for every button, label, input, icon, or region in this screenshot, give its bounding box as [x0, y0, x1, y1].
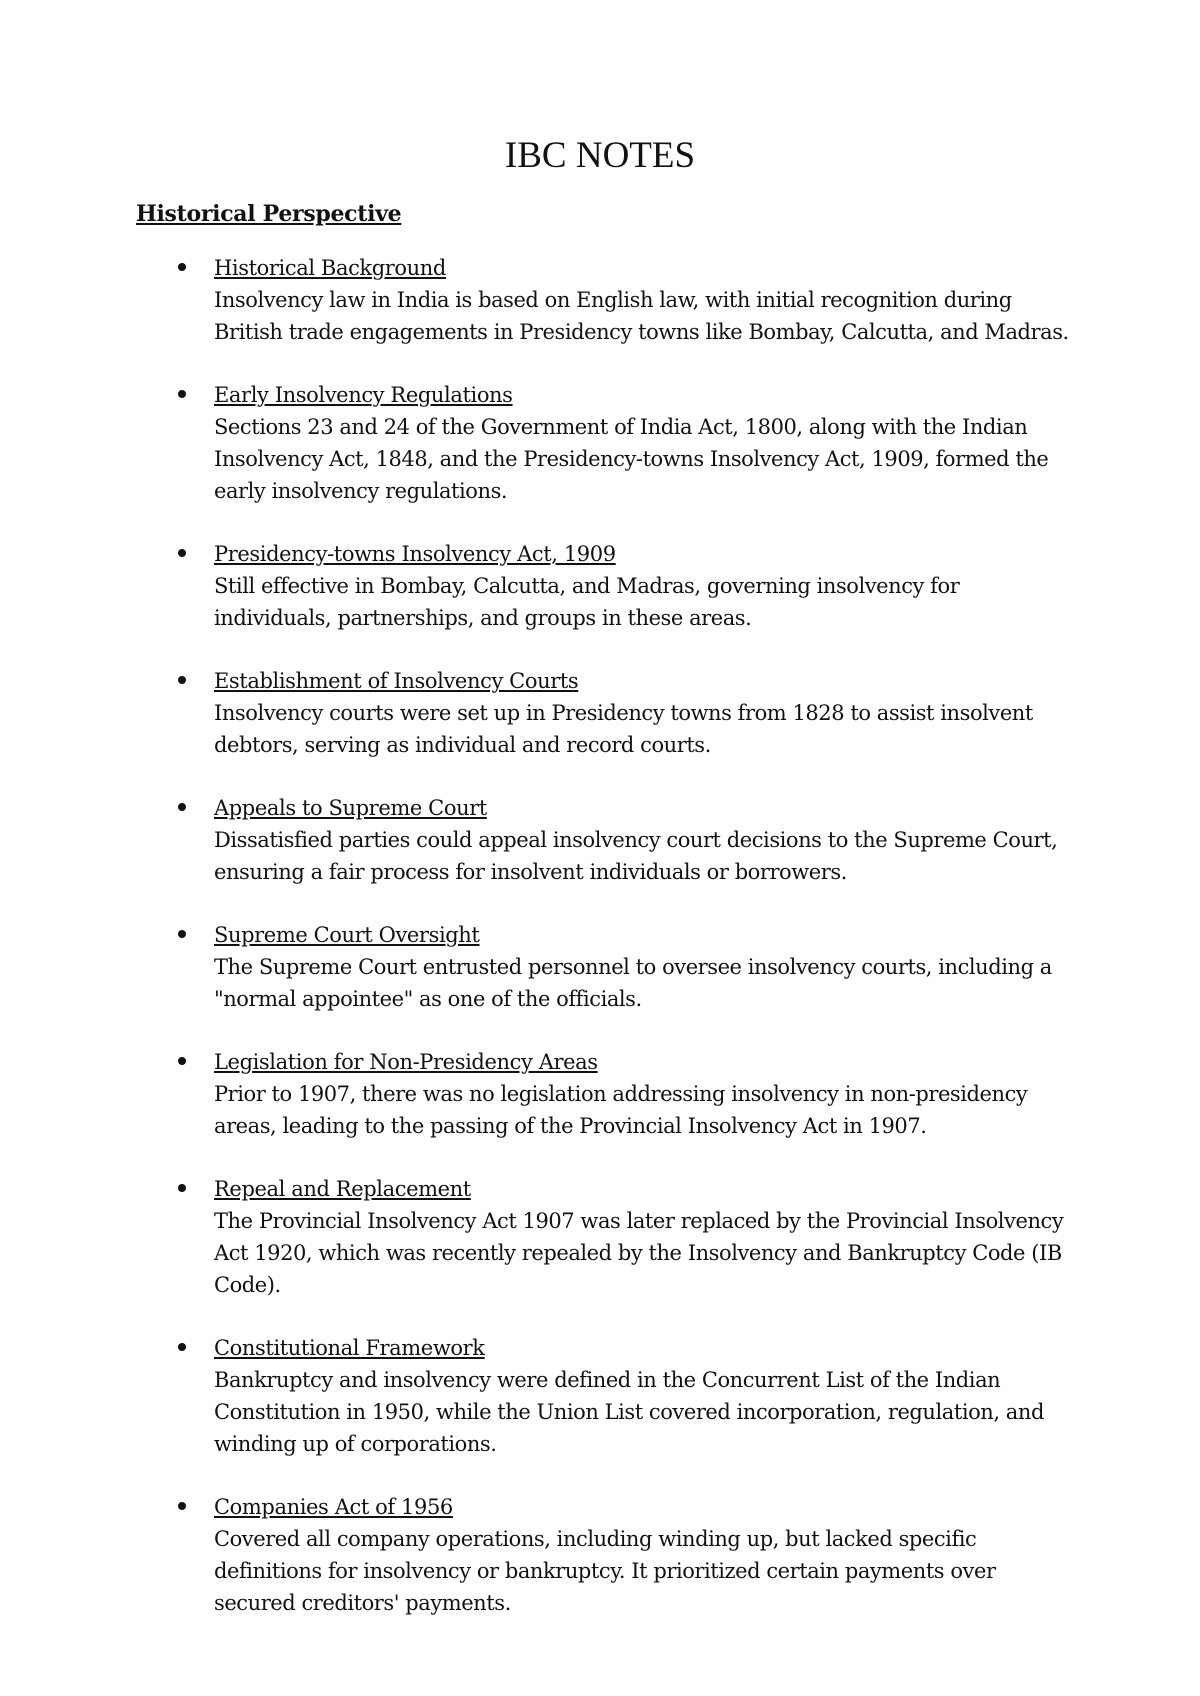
list-item [0, 919, 1200, 1015]
bullet-icon [178, 549, 186, 557]
bullet-icon [178, 930, 186, 938]
list-item [0, 379, 1200, 507]
bullet-icon [178, 390, 186, 398]
item-body: Insolvency courts were set up in Presidency towns from 1828 to assist insolvent debtors, serving as individual and record courts. [214, 701, 1033, 757]
item-heading: Repeal and Replacement [214, 1177, 471, 1201]
item-body: Covered all company operations, including winding up, but lacked specific definitions for insolvency or bankruptcy. It prioritized certain payments over secured creditors' payments. [214, 1527, 996, 1615]
item-heading: Presidency-towns Insolvency Act, 1909 [214, 542, 616, 566]
item-heading: Historical Background [214, 256, 446, 280]
item-body: The Supreme Court entrusted personnel to oversee insolvency courts, including a "normal appointee" as one of the officials. [214, 955, 1052, 1011]
section-heading: Historical Perspective [136, 201, 402, 227]
item-body: Insolvency law in India is based on English law, with initial recognition during British trade engagements in Presidency towns like Bombay, Calcutta, and Madras. [214, 288, 1069, 344]
item-heading: Supreme Court Oversight [214, 923, 480, 947]
item-body: Dissatisfied parties could appeal insolvency court decisions to the Supreme Court, ensuring a fair process for insolvent individuals or borrowers. [214, 828, 1058, 884]
item-heading: Establishment of Insolvency Courts [214, 669, 579, 693]
document-title: IBC NOTES [504, 135, 696, 176]
list-item [0, 792, 1200, 888]
list-item [0, 538, 1200, 634]
bullet-icon [178, 803, 186, 811]
list-item [0, 1332, 1200, 1460]
list-item [0, 1491, 1200, 1619]
item-heading: Constitutional Framework [214, 1336, 485, 1360]
bullet-icon [178, 1343, 186, 1351]
bullet-icon [178, 676, 186, 684]
list-item [0, 252, 1200, 348]
item-body: Prior to 1907, there was no legislation addressing insolvency in non-presidency areas, leading to the passing of the Provincial Insolvency Act in 1907. [214, 1082, 1028, 1138]
item-heading: Companies Act of 1956 [214, 1495, 453, 1519]
item-body: The Provincial Insolvency Act 1907 was later replaced by the Provincial Insolvency Act 1920, which was recently repealed by the Insolvency and Bankruptcy Code (IB Code). [214, 1209, 1064, 1297]
list-item [0, 665, 1200, 761]
bullet-icon [178, 1184, 186, 1192]
item-heading: Appeals to Supreme Court [214, 796, 487, 820]
item-body: Bankruptcy and insolvency were defined in the Concurrent List of the Indian Constitution in 1950, while the Union List covered incorporation, regulation, and winding up of corporations. [214, 1368, 1044, 1456]
bullet-icon [178, 1057, 186, 1065]
list-item [0, 1046, 1200, 1142]
list-item [0, 1173, 1200, 1301]
item-heading: Legislation for Non-Presidency Areas [214, 1050, 598, 1074]
item-heading: Early Insolvency Regulations [214, 383, 513, 407]
bullet-icon [178, 1502, 186, 1510]
bullet-icon [178, 263, 186, 271]
bullet-list [0, 252, 1200, 1650]
item-body: Still effective in Bombay, Calcutta, and Madras, governing insolvency for individuals, partnerships, and groups in these areas. [214, 574, 960, 630]
item-body: Sections 23 and 24 of the Government of India Act, 1800, along with the Indian Insolvency Act, 1848, and the Presidency-towns Insolvency Act, 1909, formed the early insolvency regulations. [214, 415, 1049, 503]
